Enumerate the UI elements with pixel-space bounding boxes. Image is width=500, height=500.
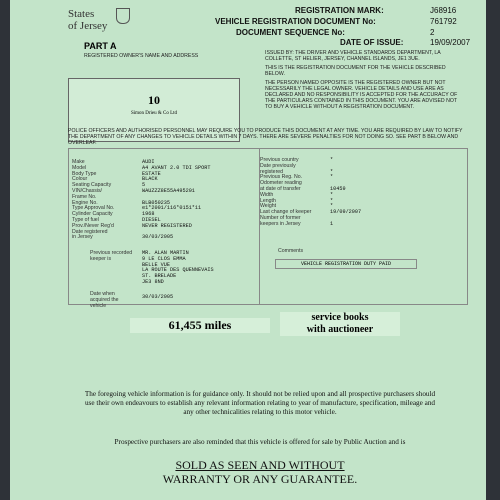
label-model: Model [72,164,87,171]
label-date-previously: Date previously [260,162,296,169]
purchaser-note: Prospective purchasers are also reminded that this vehicle is offered for sale by Public Auction and is [114,438,406,446]
issued-by-block [265,50,465,110]
value-engine: BLB050235 [142,199,171,206]
label-at-transfer: at date of transfer [260,185,301,192]
value-colour: BLACK [142,176,158,183]
value-make: AUDI [142,159,155,165]
value-model: A4 AVANT 2.0 TDI SPORT [142,164,211,171]
label-previous-reg: Previous Reg. No. [260,174,303,181]
value-fuel: DIESEL [142,216,161,223]
value-length: * [330,197,334,204]
value-previous-country: * [330,157,334,163]
label-length: Length [260,197,276,204]
label-cylinder: Cylinder Capacity [72,211,113,218]
prev-keeper-values [142,251,262,286]
value-in-jersey: 30/03/2005 [142,234,174,241]
owner-number: 10 [148,93,160,107]
right-values [330,158,390,228]
label-keepers-jersey: keepers in Jersey [260,220,301,227]
prev-keeper-label: Previous recorded keeper is [90,250,133,262]
label-fuel: Type of fuel [72,216,99,223]
label-frame: Frame No. [72,193,97,200]
label-colour: Colour [72,176,88,183]
label-prov-reg: Prov./Never Reg'd [72,222,114,229]
service-books-note [280,312,400,336]
sold-line-2: WARRANTY OR ANY GUARANTEE. [162,472,358,486]
label-weight: Weight [260,203,277,210]
value-vin: WAUZZZ8E55A495201 [142,187,195,194]
doc-number-value: 761792 [430,17,457,26]
issued-by-text: ISSUED BY: THE DRIVER AND VEHICLE STANDARDS DEPARTMENT, LA COLLETTE, ST HELIER, JERSEY, CHANNEL ISLANDS, JE1 3UE. [265,50,441,62]
reg-document-note: THIS IS THE REGISTRATION DOCUMENT FOR THE VEHICLE DESCRIBED BELOW. [265,65,446,77]
value-type-approval: e1*2001/116*0151*11 [142,205,202,212]
logo-line-1: States [68,8,95,20]
service-line-2: with auctioneer [306,324,374,335]
prev-keeper-line-1: MR. ALAN MARTIN [142,250,189,256]
sold-line-1: SOLD AS SEEN AND WITHOUT [175,458,345,472]
states-of-jersey-logo [68,8,132,32]
label-last-change: Last change of keeper [260,209,312,216]
registration-mark-label: REGISTRATION MARK: [295,6,384,15]
sold-as-seen [80,458,440,486]
date-of-issue-label: DATE OF ISSUE: [340,38,404,47]
acquired-value: 30/03/2005 [142,294,174,300]
label-in-jersey: in Jersey [72,234,93,241]
value-seating: 5 [142,182,146,189]
label-type-approval: Type Approval No. [72,205,115,212]
label-date-registered: Date registered [72,228,108,235]
label-body-type: Body Type [72,170,97,177]
value-cylinder: 1968 [142,211,155,218]
label-registered: registered [260,168,284,175]
value-width: * [330,191,334,198]
doc-sequence-label: DOCUMENT SEQUENCE No: [236,28,345,37]
vehicle-labels [72,160,132,241]
value-weight: * [330,203,334,210]
label-seating: Seating Capacity [72,182,112,189]
disclaimer-text: The foregoing vehicle information is for guidance only. It should not be relied upon and all prospective purchasers should use their own endeavours to establish any relevant information relating to year of manufacture, specification, mileage and any other technicalities relating to this motor vehicle. [84,390,436,416]
label-width: Width [260,191,274,198]
prev-keeper-line-2: 9 LE CLOS EMMA [142,255,186,262]
registration-document [10,0,486,500]
duty-paid-note: VEHICLE REGISTRATION DUTY PAID [275,259,417,269]
date-of-issue-value: 19/09/2007 [430,38,471,47]
value-prov-reg: NEVER REGISTERED [142,222,192,229]
label-former-keepers: Number of former [260,214,301,221]
owner-disclaimer: THE PERSON NAMED OPPOSITE IS THE REGISTERED OWNER BUT NOT NECESSARILY THE LEGAL OWNER. VEHICLE DETAILS AND USE ARE AS DECLARED AND NO RESPONSIBILITY IS ACCEPTED FOR THE ACCURACY OF THE PARTICULARS CONTAINED IN THIS DOCUMENT. YOU ARE ADVISED NOT TO BUY A VEHICLE WITHOUT A REGISTRATION DOCUMENT. [265,80,458,110]
prev-keeper-line-4: LA ROUTE DES QUENNEVAIS [142,267,214,274]
value-registered: * [330,168,334,175]
value-keepers-jersey: 1 [330,220,334,227]
vehicle-values [142,160,252,241]
police-notice: POLICE OFFICERS AND AUTHORISED PERSONNEL MAY REQUIRE YOU TO PRODUCE THIS DOCUMENT AT ANY TIME. YOU ARE REQUIRED BY LAW TO NOTIFY THE DEPARTMENT OF ANY CHANGES TO VEHICLE DETAILS WITHIN 7 DAYS. THERE ARE SEVERE PENALTIES FOR NOT DOING SO. SEE PART B BELOW AND OVERLEAF. [68,128,463,146]
owner-name: Simon Drieu & Co Ltd [130,111,178,116]
registration-mark-value: J68916 [430,6,457,15]
mileage-note: 61,455 miles [130,318,270,333]
owner-label: REGISTERED OWNER'S NAME AND ADDRESS [84,53,199,59]
comments-label: Comments [278,248,304,254]
label-previous-country: Previous country [260,157,299,163]
label-vin: VIN/Chassis/ [72,187,102,194]
part-a-heading: PART A [84,41,117,51]
label-odometer: Odometer reading [260,180,302,187]
logo-line-2: of Jersey [68,20,108,32]
prev-keeper-line-6: JE3 8ND [142,278,164,285]
value-body-type: ESTATE [142,170,161,177]
right-labels [260,158,330,228]
doc-sequence-value: 2 [430,28,435,37]
label-engine: Engine No. [72,199,98,206]
prev-keeper-line-3: BELLE VUE [142,261,171,268]
crest-icon [116,8,130,24]
doc-number-label: VEHICLE REGISTRATION DOCUMENT No: [215,17,376,26]
label-make: Make [72,159,85,165]
value-last-change: 19/09/2007 [330,209,362,216]
prev-keeper-line-5: ST. BRELADE [142,273,177,280]
service-line-1: service books [311,312,369,323]
value-at-transfer: 10459 [330,185,346,192]
value-previous-reg: * [330,174,334,181]
acquired-label: Date when acquired the vehicle [90,291,119,309]
